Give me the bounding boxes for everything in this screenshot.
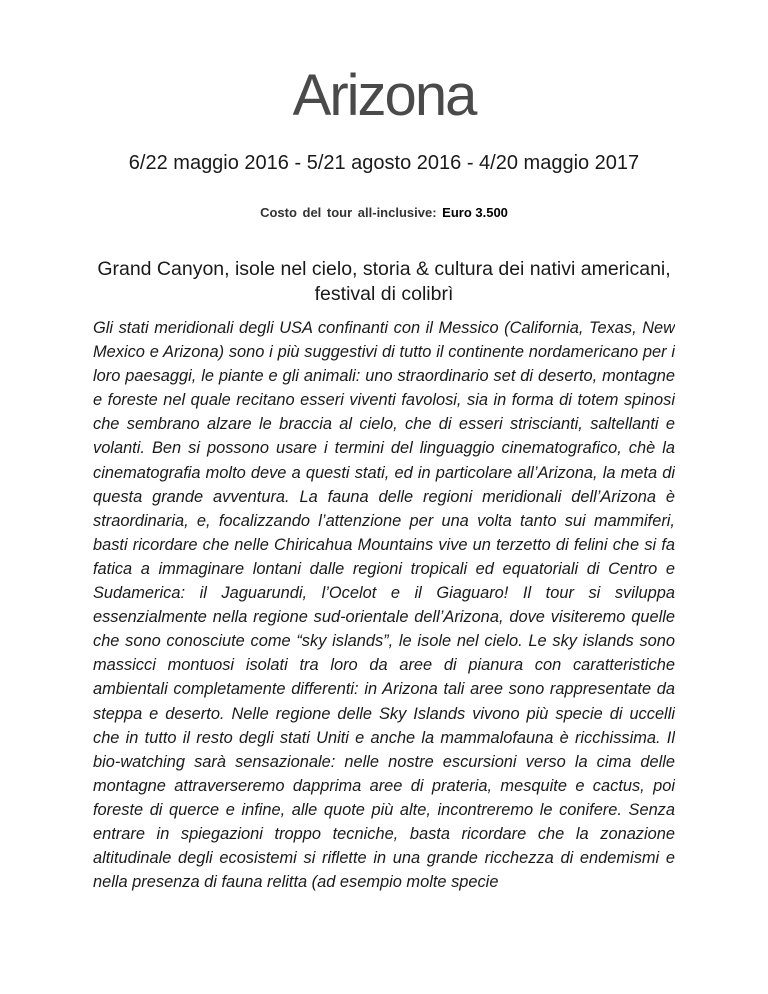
- cost-value: Euro 3.500: [442, 205, 508, 220]
- tour-subtitle: Grand Canyon, isole nel cielo, storia & cultura dei nativi americani, festival di colibrì: [97, 258, 671, 305]
- page-title: Arizona: [292, 63, 476, 128]
- tour-dates: 6/22 maggio 2016 - 5/21 agosto 2016 - 4/20 maggio 2017: [128, 152, 640, 174]
- tour-cost: [0, 203, 768, 223]
- description-paragraph: Gli stati meridionali degli USA confinanti con il Messico (California, Texas, New Mexico e Arizona) sono i più suggestivi di tutto il continente nordamericano per i loro paesaggi, le piante e gli animali: uno straordinario set di deserto, montagne e foreste nel quale recitano esseri viventi favolosi, sia in forma di totem spinosi che sembrano alzare le braccia al cielo, che di esseri striscianti, saltellanti e volanti. Ben si possono usare i termini del linguaggio cinematografico, chè la cinematografia molto deve a questi stati, ed in particolare all’Arizona, la meta di questa grande avventura. La fauna delle regioni meridionali dell’Arizona è straordinaria, e, focalizzando l’attenzione per una volta tanto sui mammiferi, basti ricordare che nelle Chiricahua Mountains vive un terzetto di felini che si fa fatica a immaginare lontani dalle regioni tropicali ed equatoriali di Centro e Sudamerica: il Jaguarundi, l’Ocelot e il Giaguaro! Il tour si sviluppa essenzialmente nella regione sud-orientale dell’Arizona, dove visiteremo quelle che sono conosciute come “sky islands”, le isole nel cielo. Le sky islands sono massicci montuosi isolati tra loro da aree di pianura con caratteristiche ambientali completamente differenti: in Arizona tali aree sono rappresentate da steppa e deserto. Nelle regione delle Sky Islands vivono più specie di uccelli che in tutto il resto degli stati Uniti e anche la mammalofauna è ricchissima. Il bio-watching sarà sensazionale: nelle nostre escursioni verso la cima delle montagne attraverseremo dapprima aree di prateria, mesquite e cactus, poi foreste di querce e infine, alle quote più alte, incontreremo le conifere. Senza entrare in spiegazioni troppo tecniche, basta ricordare che la zonazione altitudinale degli ecosistemi si riflette in una grande ricchezza di endemismi e nella presenza di fauna relitta (ad esempio molte specie: [93, 319, 675, 892]
- cost-label: Costo del tour all-inclusive:: [260, 205, 437, 220]
